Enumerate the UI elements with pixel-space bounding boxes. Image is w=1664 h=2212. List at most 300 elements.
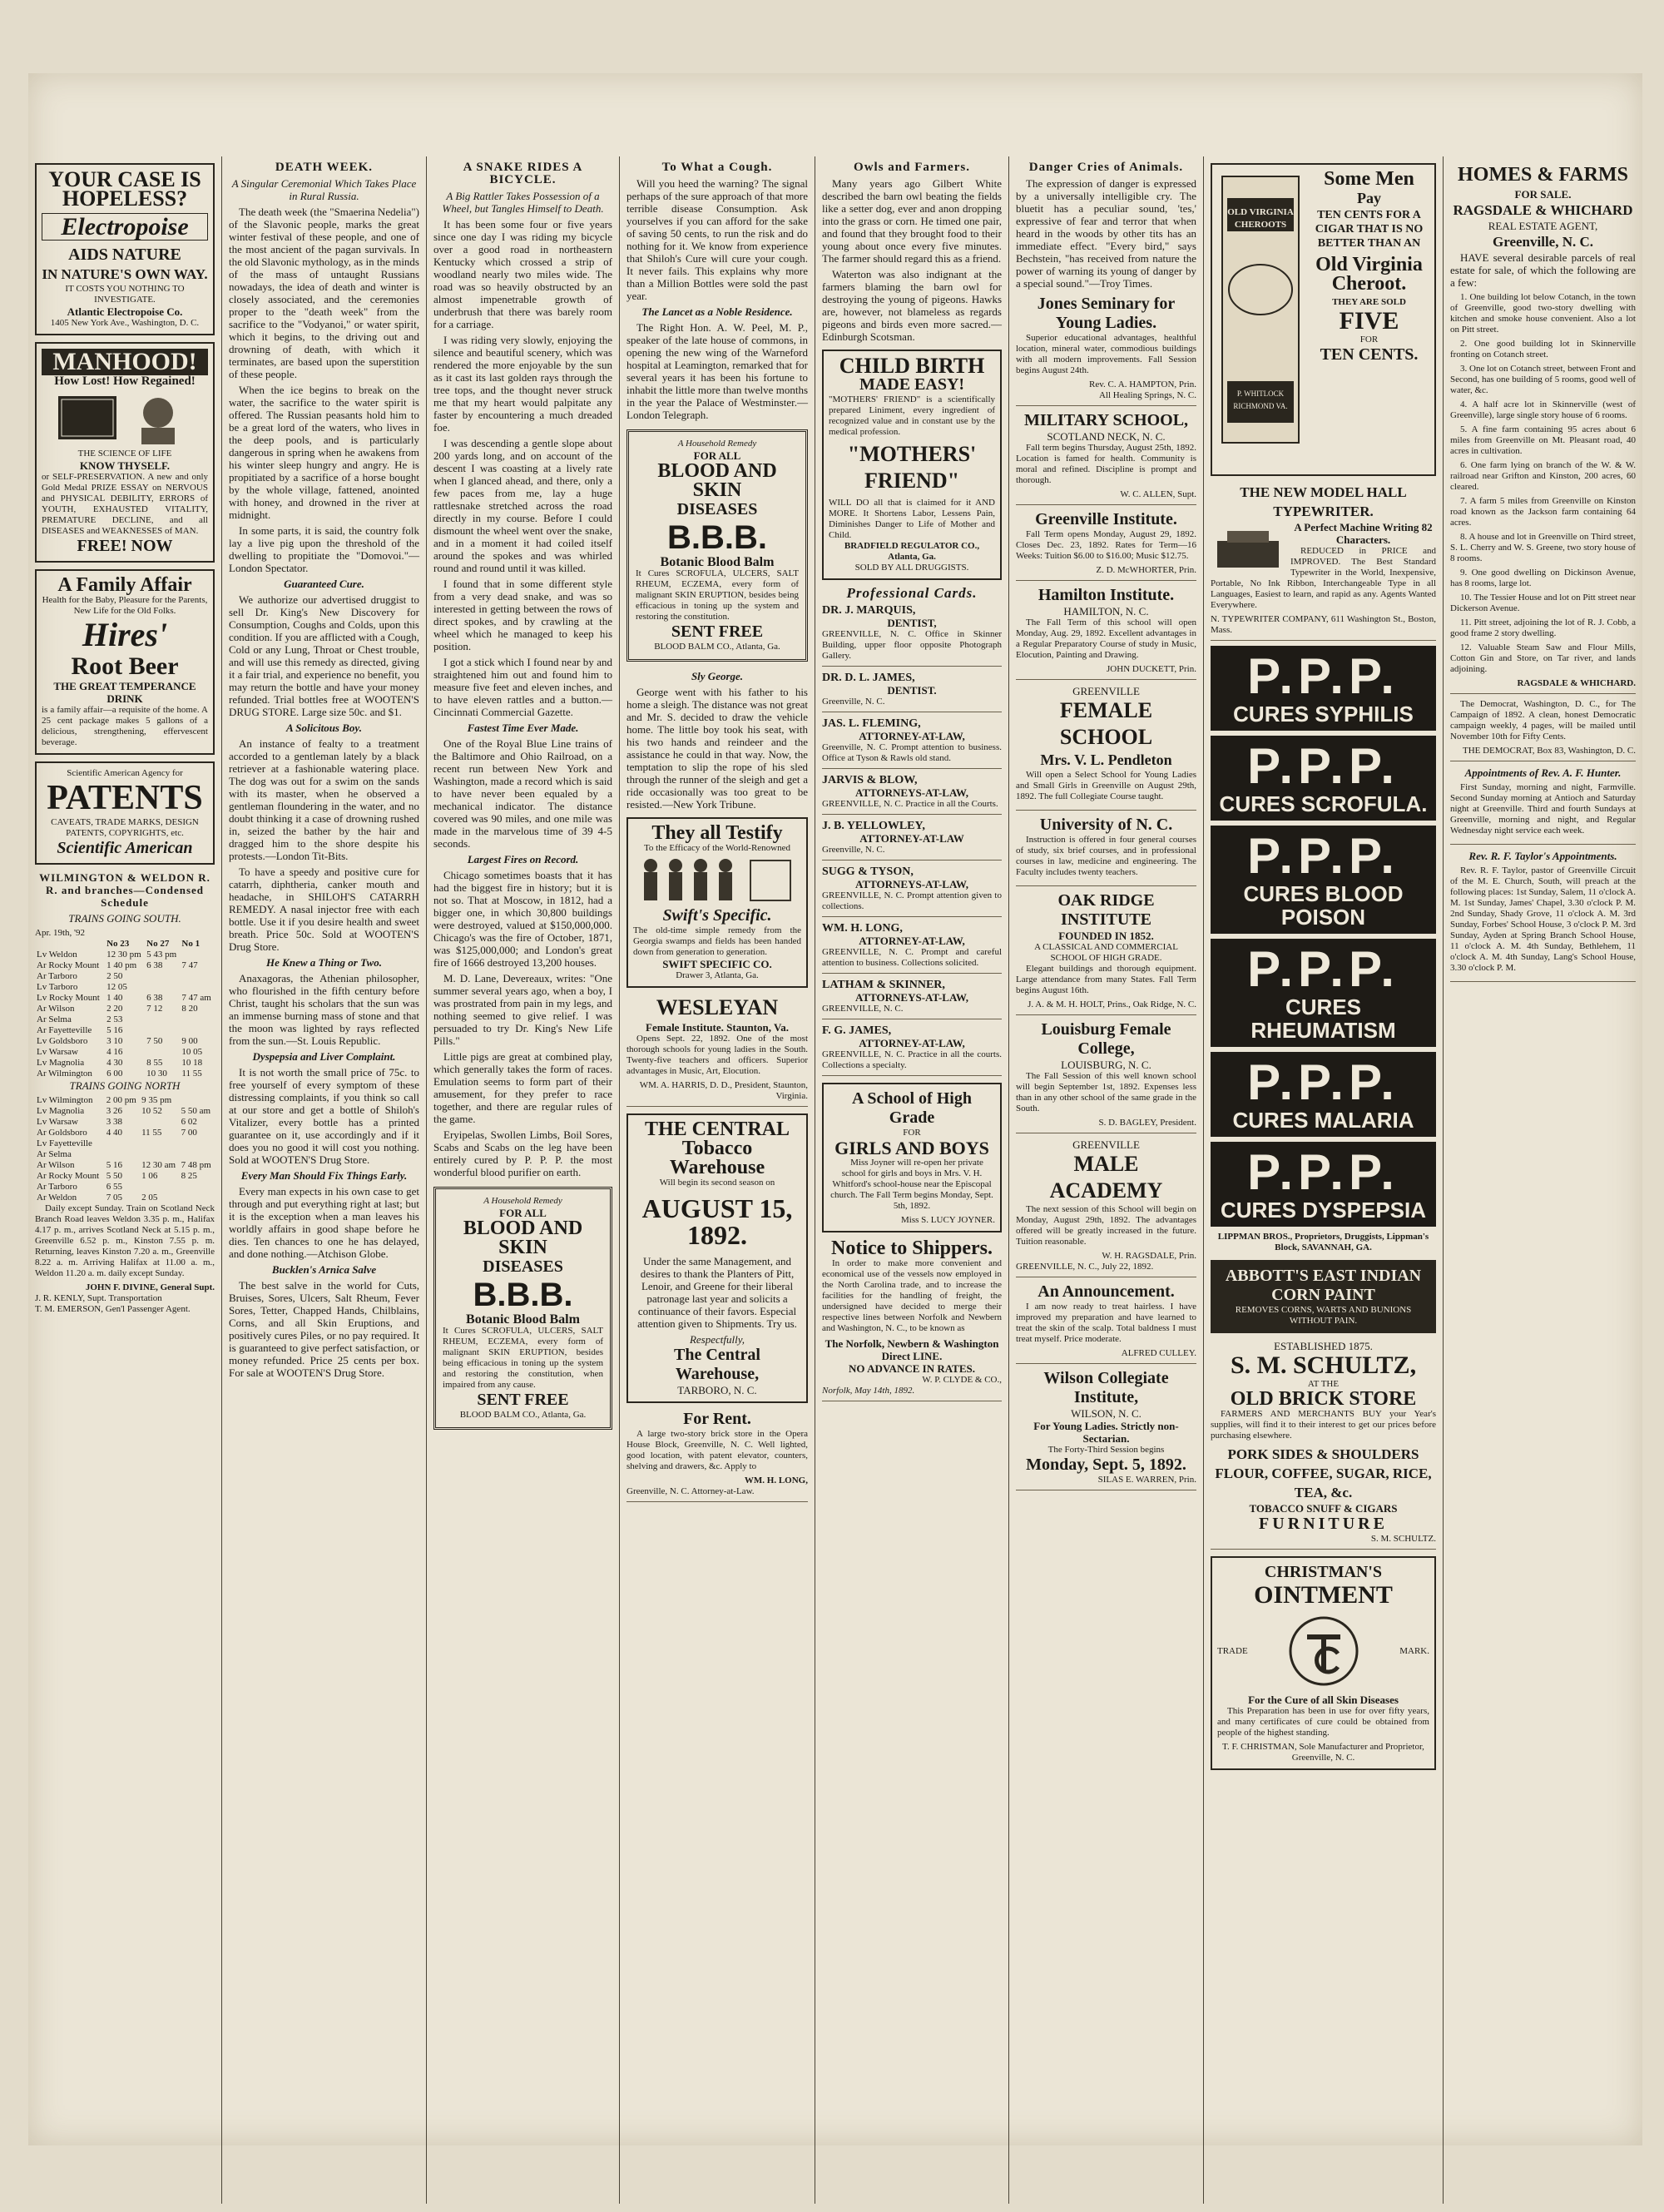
column-5	[815, 156, 1008, 2212]
professional-card	[822, 717, 1002, 769]
schedule-time: 8 55	[146, 1058, 163, 1068]
ad-headline: ABBOTT'S EAST INDIAN CORN PAINT	[1225, 1267, 1422, 1304]
company-name: SWIFT SPECIFIC CO.	[662, 958, 772, 970]
patents-ad	[35, 761, 215, 865]
crowd-illustration	[634, 854, 800, 904]
schedule-time: 8 25	[181, 1171, 197, 1181]
company-name: BRADFIELD REGULATOR CO., Atlanta, Ga.	[844, 541, 980, 562]
signature: ALFRED CULLEY.	[1121, 1348, 1196, 1358]
ad-text: THEY ARE SOLD	[1332, 297, 1406, 307]
ad-subhead: Female Institute. Staunton, Va.	[646, 1021, 789, 1034]
column-1	[28, 156, 221, 2212]
article-headline: Dyspepsia and Liver Complaint.	[252, 1050, 396, 1063]
schedule-row	[35, 1117, 215, 1128]
schedule-time	[140, 1149, 180, 1160]
article-headline: Sly George.	[691, 670, 744, 682]
ad-headline: CHRISTMAN'S	[1264, 1563, 1383, 1581]
hamilton-institute-ad	[1016, 586, 1196, 680]
signature: Z. D. McWHORTER, Prin.	[1096, 565, 1196, 575]
schedule-station: Ar Goldsboro	[37, 1128, 87, 1138]
abbott-corn-ad	[1211, 1260, 1436, 1333]
signature: S. D. BAGLEY, President.	[1098, 1118, 1196, 1128]
ad-text: FOR ALL	[499, 1207, 547, 1219]
ad-text: The old-time simple remedy from the Georgia swamps and fields has been handed down from generation to generation.	[633, 925, 801, 957]
ad-text: Miss Joyner will re-open her private school for girls and boys in Mrs. V. H. Whitford's school-house near the Episcopal church. The Fall Term begins Monday, Sept. 5th, 1892.	[830, 1158, 993, 1211]
property-item: 8. A house and lot in Greenville on Third street, S. L. Cherry and W. S. Greene, two story house of 8 rooms.	[1450, 532, 1636, 563]
card-detail: Greenville, N. C. Prompt attention to business. Office at Tyson & Rawls old stand.	[822, 742, 1002, 763]
schedule-notes: Daily except Sunday. Train on Scotland Neck Branch Road leaves Weldon 3.35 p. m., Halifax 4.17 p. m., arrives Scotland Neck at 5.15 p. m., Greenville 6.52 p. m., Kinston 7.55 p. m. Returning, leaves Kinston 7.20 a. m., Greenville 8.22 a. m. Arriving Halifax at 11.00 a. m., Weldon 11.20 a. m. daily except Sunday.	[35, 1203, 215, 1278]
mothers-friend-ad	[822, 350, 1002, 580]
schedule-row	[35, 993, 215, 1004]
schedule-time	[145, 1014, 180, 1025]
ad-headline: CHILD BIRTH	[839, 354, 985, 378]
schedule-time	[105, 1138, 140, 1149]
ad-text: The Fall Session of this well known school will begin September 1st, 1892. Expenses less than in any other school of the same grade in the South.	[1016, 1071, 1196, 1113]
company-name: Atlantic Electropoise Co.	[67, 305, 183, 318]
schedule-time: 5 16	[106, 1025, 123, 1035]
schedule-time: 6 55	[106, 1182, 122, 1192]
card-detail: GREENVILLE, N. C. Practice in all the courts. Collections a specialty.	[822, 1049, 1002, 1070]
greenville-institute-ad	[1016, 510, 1196, 581]
schedule-time: 3 10	[106, 1036, 123, 1046]
ad-headline: Wilson Collegiate Institute,	[1043, 1369, 1169, 1406]
schedule-time: 9 00	[181, 1036, 198, 1046]
schedule-time: 12 30 am	[141, 1160, 176, 1170]
ad-text: WILL DO all that is claimed for it AND MORE. It Shortens Labor, Lessens Pain, Diminishes Danger to Life of Mother and Child.	[829, 498, 995, 540]
schedule-row	[35, 1004, 215, 1014]
ad-subhead: NO ADVANCE IN RATES.	[849, 1362, 975, 1375]
ad-text: It Cures SCROFULA, ULCERS, SALT RHEUM, ECZEMA, every form of malignant SKIN ERUPTION, besides being efficacious in toning up the system and restoring the constitution, when impaired from any cause.	[443, 1326, 603, 1390]
brand-name: Cheroot.	[1331, 273, 1407, 295]
schedule-time: 2 53	[106, 1014, 123, 1024]
article-paragraph: Waterton was also indignant at the farmers blaming the barn owl for destroying the young of pigeons. Hawks are, however, not blameless as regards pigeons and birds even more sacred.—Edinburgh Scotsman.	[822, 268, 1002, 343]
female-school-ad	[1016, 685, 1196, 811]
card-role: ATTORNEY-AT-LAW,	[859, 1037, 965, 1049]
property-item: 9. One good dwelling on Dickinson Avenue, has 8 rooms, large lot.	[1450, 568, 1636, 588]
schedule-row	[35, 1095, 215, 1106]
signature: S. M. SCHULTZ.	[1370, 1534, 1436, 1544]
signature: SILAS E. WARREN, Prin.	[1097, 1475, 1196, 1485]
bbb-ad	[433, 1187, 612, 1430]
schedule-header-cell: No 23	[106, 939, 130, 949]
signature: THE DEMOCRAT, Box 83, Washington, D. C.	[1462, 746, 1636, 756]
male-academy-ad	[1016, 1138, 1196, 1277]
oak-ridge-ad	[1016, 891, 1196, 1015]
newspaper-page	[28, 73, 1642, 2145]
schedule-station: Ar Wilmington	[37, 1069, 92, 1079]
ad-text: FOR	[1359, 335, 1379, 345]
card-name: LATHAM & SKINNER,	[822, 979, 945, 991]
article-headline: Fastest Time Ever Made.	[467, 722, 579, 734]
schedule-time: 3 38	[106, 1117, 122, 1127]
ad-headline: For Rent.	[683, 1410, 751, 1428]
product-name: Botanic Blood Balm	[660, 555, 775, 569]
ad-text: The next session of this School will begin on Monday, August 29th, 1892. The advantages offered will be greatly increased in the future. Tuition reasonable.	[1016, 1204, 1196, 1247]
company-address: 1405 New York Ave., Washington, D. C.	[50, 318, 200, 328]
company-name: BLOOD BALM CO., Atlanta, Ga.	[654, 642, 780, 652]
university-ad	[1016, 816, 1196, 886]
schedule-time	[140, 1117, 180, 1128]
ad-text: I am now ready to treat hairless. I have improved my preparation and have learned to treat the skin of the scalp. Total baldness I must treat myself. Price moderate.	[1016, 1302, 1196, 1344]
schedule-row	[35, 1025, 215, 1036]
schedule-time	[180, 1025, 215, 1036]
ad-subhead: GREENVILLE	[1072, 1138, 1140, 1151]
article-paragraph: In some parts, it is said, the country folk lay a live pig upon the threshold of the dwelling to propitiate the "Domovoi."—London Spectator.	[229, 524, 419, 574]
signature: The Central Warehouse,	[674, 1346, 760, 1383]
article-paragraph: George went with his father to his home a sleigh. The distance was not great and Mr. S. decided to draw the vehicle home. The little boy took his seat, with his two hands and reindeer and the assistance he could in that way. Now, the temptation to slip the rope of his sled through the runner of the sleigh and get a ride occasionally was too great to be resisted.—New York Tribune.	[626, 686, 808, 811]
schedule-time: 11 55	[181, 1069, 202, 1079]
ad-text: SOLD BY ALL DRUGGISTS.	[854, 563, 969, 573]
taylor-appointments	[1450, 850, 1636, 982]
article-paragraph: First Sunday, morning and night, Farmville. Second Sunday morning at Antioch and Saturday night at Greenville. Third and fourth Sundays at Greenville, morning and night, and Regular Wednesday night service each week.	[1450, 782, 1636, 836]
card-name: F. G. JAMES,	[822, 1024, 892, 1037]
card-role: DENTIST.	[887, 684, 937, 697]
schedule-title: WILMINGTON & WELDON R. R. and branches—Condensed Schedule	[39, 871, 210, 909]
schedule-row	[35, 950, 215, 960]
schedule-row	[35, 971, 215, 982]
professional-card	[822, 774, 1002, 815]
ppp-claim: CURES DYSPEPSIA	[1220, 1198, 1427, 1223]
card-name: JAS. L. FLEMING,	[822, 717, 921, 730]
hires-ad	[35, 569, 215, 755]
agent-city: Greenville, N. C.	[1492, 234, 1594, 250]
schedule-station: Ar Fayetteville	[37, 1025, 92, 1035]
schedule-row	[35, 1193, 215, 1203]
schedule-row	[35, 1047, 215, 1058]
signature: W. P. CLYDE & CO.,	[922, 1375, 1002, 1385]
trademark-label: TRADE	[1217, 1645, 1248, 1656]
schedule-time: 9 35 pm	[141, 1095, 172, 1105]
property-item: 10. The Tessier House and lot on Pitt street near Dickerson Avenue.	[1450, 593, 1636, 613]
company-address: Drawer 3, Atlanta, Ga.	[676, 970, 759, 980]
schedule-table-south	[35, 939, 215, 1079]
card-name: SUGG & TYSON,	[822, 865, 914, 878]
schedule-time: 10 18	[181, 1058, 203, 1068]
wesleyan-ad	[626, 994, 808, 1107]
card-detail: GREENVILLE, N. C. Office in Skinner Building, upper floor opposite Photograph Gallery.	[822, 629, 1002, 661]
ad-headline: THE NEW MODEL HALL TYPEWRITER.	[1240, 484, 1407, 519]
article-paragraph: We authorize our advertised druggist to sell Dr. King's New Discovery for Consumption, Coughs and Colds, upon this condition. If you are afflicted with a Cough, Cold or any Lung, Throat or Chest trouble, and will use this remedy as directed, giving it a fair trial, and experience no benefit, you may return the bottle and have your money refunded. Trial bottles free at WOOTEN'S DRUG STORE. Large size 50c. and $1.	[229, 593, 420, 718]
schedule-header-cell: No 27	[146, 939, 170, 949]
book-title: THE SCIENCE OF LIFE	[77, 449, 172, 459]
schedule-station: Ar Selma	[37, 1149, 72, 1159]
brand-name: Swift's Specific.	[662, 906, 772, 925]
ad-subhead: GREENVILLE	[1072, 685, 1140, 697]
schedule-station: Lv Tarboro	[37, 982, 78, 992]
article-headline: A SNAKE RIDES A BICYCLE.	[463, 161, 583, 186]
card-detail: GREENVILLE, N. C. Prompt and careful attention to business. Collections solicited.	[822, 947, 1002, 968]
ad-text: In order to make more convenient and economical use of the vessels now employed in the North Carolina trade, and to increase the facilities for the handling of freight, the undersigned have decided to merge their respective lines between Norfolk and Newbern and Washington, N. C., to be known as	[822, 1258, 1002, 1333]
ad-headline: BLOOD AND SKIN	[463, 1218, 583, 1258]
schedule-time: 2 05	[141, 1193, 158, 1203]
ad-subhead: For Young Ladies. Strictly non-Sectarian.	[1033, 1420, 1179, 1445]
ad-offer: SENT FREE	[477, 1391, 569, 1409]
schedule-time: 10 30	[146, 1069, 167, 1079]
ad-text: This Preparation has been in use for over fifty years, and many certificates of cure could be obtained from people of the highest standing.	[1217, 1706, 1429, 1738]
company-name: BLOOD BALM CO., Atlanta, Ga.	[459, 1410, 587, 1420]
card-detail: GREENVILLE, N. C.	[822, 1004, 904, 1014]
product-name: Root Beer	[71, 652, 179, 680]
card-detail: GREENVILLE, N. C. Prompt attention given to collections.	[822, 890, 1002, 911]
schedule-time: 8 20	[181, 1004, 198, 1014]
tobacco-warehouse-ad	[626, 1113, 808, 1403]
ad-text: The Fall Term of this school will open Monday, Aug. 29, 1892. Excellent advantages in a Regular Preparatory Course of study in Music, Elocution, Painting and Drawing.	[1016, 617, 1196, 660]
schedule-time: 10 05	[181, 1047, 203, 1057]
schedule-time: 10 52	[141, 1106, 162, 1116]
ad-headline: FEMALE SCHOOL	[1059, 698, 1153, 749]
ppp-brand: P.P.P.	[1247, 738, 1399, 794]
article-headline: Guaranteed Cure.	[284, 578, 364, 590]
wilson-institute-ad	[1016, 1369, 1196, 1490]
louisburg-ad	[1016, 1020, 1196, 1133]
ppp-ad	[1211, 1052, 1436, 1137]
opening-date: Monday, Sept. 5, 1892.	[1026, 1456, 1186, 1474]
article-headline: A Solicitous Boy.	[286, 722, 362, 734]
card-role: ATTORNEYS-AT-LAW,	[855, 786, 968, 799]
ad-headline: HOMES & FARMS	[1458, 164, 1628, 186]
schultz-store-ad	[1211, 1340, 1436, 1550]
card-name: DR. D. L. JAMES,	[822, 672, 915, 684]
schedule-time	[180, 1193, 215, 1203]
property-item: 2. One good building lot in Skinnerville fronting on Cotanch street.	[1450, 339, 1636, 360]
article-paragraph: It has been some four or five years since one day I was riding my bicycle over a good road in northeastern Kentucky which crossed a strip of woodland nearly two miles wide. The road was so heavily obstructed by an almost impenetrable growth of underbrush that there was barely room for a carriage.	[433, 218, 612, 330]
card-name: DR. J. MARQUIS,	[822, 604, 916, 617]
article-paragraph: Eryipelas, Swollen Limbs, Boil Sores, Scabs and Scabs on the leg have been entirely cured by P. P. P. the most wonderful blood purifier on earth.	[433, 1128, 612, 1178]
article-paragraph: Chicago sometimes boasts that it has had the biggest fire in history; but it is not so. That at Moscow, in 1812, had a bigger one, in which 30,800 buildings were destroyed, valued at $150,000,000. Chicago's was the fire of October, 1871, was $125,000,000; and London's great fire of 1666 destroyed 13,200 houses.	[433, 869, 612, 969]
ppp-claim: CURES SYPHILIS	[1233, 702, 1414, 727]
property-item: 4. A half acre lot in Skinnerville (west of Greenville), large single story house of 6 rooms.	[1450, 399, 1636, 420]
professional-card	[822, 820, 1002, 860]
ad-subhead: A Household Remedy	[677, 439, 757, 449]
ppp-ad	[1211, 826, 1436, 934]
signature: T. M. EMERSON, Gen'l Passenger Agent.	[35, 1304, 191, 1314]
price-amount: TEN CENTS.	[1320, 345, 1419, 364]
article-paragraph: To have a speedy and positive cure for catarrh, diphtheria, canker mouth and headache, in SHILOH'S CATARRH REMEDY. A nasal injector free with each bottle. Use it if you desire health and sweet breath. Price 50c. Sold at WOOTEN'S Drug Store.	[229, 865, 419, 953]
signature: JOHN F. DIVINE, General Supt.	[85, 1282, 215, 1292]
schedule-time: 4 16	[106, 1047, 123, 1057]
ad-headline: A School of High Grade	[852, 1089, 972, 1127]
ad-text: Respectfully,	[689, 1333, 745, 1346]
ad-subhead: For the Cure of all Skin Diseases	[1248, 1694, 1399, 1706]
article-subhead: A Big Rattler Takes Possession of a Wheel, but Tangles Himself to Death.	[442, 190, 604, 215]
ad-text: CAVEATS, TRADE MARKS, DESIGN PATENTS, COPYRIGHTS, etc.	[51, 817, 199, 838]
ppp-ad	[1211, 939, 1436, 1047]
column-6	[1009, 156, 1203, 2212]
schedule-row	[35, 1106, 215, 1117]
section-heading: Rev. R. F. Taylor's Appointments.	[1468, 850, 1617, 862]
article-paragraph: I was descending a gentle slope about 200 yards long, and on account of the descent I was coasting at a lively rate when I glanced ahead, and there, only a few paces from me, lay a huge rattlesnake stretched across the road directly in my course. Before I could dismount the wheel went over the snake, and in a moment it had coiled itself around the spokes and was whirled round and round until it was killed.	[433, 437, 612, 574]
schedule-time	[180, 1138, 215, 1149]
ppp-ad	[1211, 646, 1436, 731]
ad-subhead: Scientific American Agency for	[67, 768, 183, 778]
schedule-header-cell: No 1	[181, 939, 201, 949]
ad-headline: Greenville Institute.	[1035, 510, 1177, 528]
ad-subhead: A Perfect Machine Writing 82 Characters.	[1294, 521, 1433, 546]
schedule-station: Ar Selma	[37, 1014, 72, 1024]
schedule-time: 12 30 pm	[106, 950, 141, 960]
ad-headline: GIRLS AND BOYS	[834, 1138, 989, 1158]
schedule-row	[35, 1182, 215, 1193]
professional-card	[822, 672, 1002, 712]
ad-headline: YOUR CASE IS HOPELESS?	[48, 167, 201, 211]
article-paragraph: Many years ago Gilbert White described the barn owl beating the fields like a setter dog, ever and anon dropping into the grass or corn. He timed one pair, and found that they brought food to their young about once every five minutes. The farmer should regard this as a friend.	[822, 177, 1002, 265]
schedule-row	[35, 1014, 215, 1025]
schedule-time	[145, 971, 180, 982]
ad-headline: University of N. C.	[1039, 816, 1173, 834]
announcement-ad	[1016, 1282, 1196, 1364]
article-paragraph: The expression of danger is expressed by a universally intelligible cry. The bluetit has a peculiar sound, 'tes,' expressive of fear and terror that when heard in the woods by other tits has an immediate effect. "Every bird," says Bechstein, "has received from nature the power of warning its young of danger by a special sound."—Troy Times.	[1016, 177, 1196, 290]
ad-text: Will open a Select School for Young Ladies and Small Girls in Greenville on August 29th, 1892. The full Collegiate Course taught.	[1016, 770, 1196, 801]
article-headline: Largest Fires on Record.	[467, 853, 579, 865]
ad-text: is a family affair—a requisite of the home. A 25 cent package makes 5 gallons of a delicious, strengthening, effervescent beverage.	[42, 705, 208, 747]
ad-headline: MILITARY SCHOOL,	[1023, 411, 1189, 429]
ad-text: REDUCED in PRICE and IMPROVED. The Best Standard Typewriter in the World, Inexpensive, Portable, No Ink Ribbon, Interchangeable Type in all Languages, Easiest to learn, and rapid as any. Agents Wanted Everywhere.	[1211, 546, 1436, 610]
ad-headline: Tobacco Warehouse	[669, 1138, 765, 1178]
ad-headline: WESLEYAN	[656, 995, 779, 1019]
ad-text: Will begin its second season on	[659, 1178, 775, 1188]
ad-text: Fall term begins Thursday, August 25th, 1892. Location is famed for health. Community is moral and refined. Discipline is prompt and thorough.	[1016, 443, 1196, 485]
professional-card	[822, 922, 1002, 974]
section-heading: Appointments of Rev. A. F. Hunter.	[1464, 766, 1622, 779]
ppp-brand: P.P.P.	[1247, 648, 1399, 704]
schedule-time: 1 40	[106, 993, 123, 1003]
article-headline: He Knew a Thing or Two.	[266, 956, 382, 969]
ad-tagline: THE GREAT TEMPERANCE DRINK	[53, 680, 196, 705]
schedule-row	[35, 1149, 215, 1160]
ad-text: Under the same Management, and desires to thank the Planters of Pitt, Lenoir, and Greene for their liberal patronage last year and solicits a continuance of their favors. Especial attention given to Shipments. Try us.	[637, 1255, 797, 1330]
manhood-ad	[35, 342, 215, 563]
ppp-claim: CURES MALARIA	[1232, 1108, 1414, 1133]
schedule-time: 4 40	[106, 1128, 122, 1138]
schedule-time: 5 16	[106, 1160, 122, 1170]
ppp-claim: CURES SCROFULA.	[1219, 791, 1428, 816]
article-paragraph: It is not worth the small price of 75c. to free yourself of every symptom of these distressing complaints, if you think so call at our store and get a bottle of Shiloh's Vitalizer, every bottle has a printed guarantee on it, use accordingly and if it does you no good it will cost you nothing. Sold at WOOTEN'S Drug Store.	[229, 1066, 419, 1166]
schedule-time: 2 50	[106, 971, 123, 981]
schedule-row	[35, 1160, 215, 1171]
ad-subhead: LOUISBURG, N. C.	[1061, 1059, 1151, 1071]
schedule-station: Ar Wilson	[37, 1004, 75, 1014]
schedule-station: Ar Rocky Mount	[37, 1171, 100, 1181]
ad-subhead: A CLASSICAL AND COMMERCIAL SCHOOL OF HIGH GRADE.	[1034, 942, 1178, 963]
ad-offer: SENT FREE	[671, 622, 764, 641]
schedule-station: Lv Warsaw	[37, 1047, 78, 1057]
schedule-row	[35, 1058, 215, 1069]
ad-text: Superior educational advantages, healthful location, mineral water, commodious buildings with all modern improvements. Fall Session begins August 24th.	[1016, 333, 1196, 375]
professional-card	[822, 1024, 1002, 1076]
article-paragraph: When the ice begins to break on the water, the sacrifice to the water spirit is offered. The Russian peasants hold him to be a great lord of the waters, who lives in the deep pools, and is particularly dangerous in spring when he awakens from his winter sleep hungry and angry. He is propitiated by a sacrifice of a horse bought by the whole village, fattened, anointed with honey, and drowned in the river at midnight.	[229, 384, 419, 521]
schedule-time: 6 38	[146, 960, 163, 970]
schedule-time: 2 00 pm	[106, 1095, 136, 1105]
ppp-brand: P.P.P.	[1247, 1054, 1399, 1110]
ad-text: Instruction is offered in four general courses of study, six brief courses, and in professional courses in law, medicine and engineering. The Faculty includes twenty teachers.	[1016, 835, 1196, 877]
box-label: OLD VIRGINIA CHEROOTS	[1227, 207, 1294, 230]
column-8	[1444, 156, 1642, 2212]
schedule-section: TRAINS GOING NORTH	[69, 1079, 181, 1092]
schedule-time	[180, 1149, 215, 1160]
article-paragraph: M. D. Lane, Devereaux, writes: "One summer several years ago, when a boy, I was prostrated from pain in my legs, and nothing seemed to give relief. I was persuaded to try Dr. King's New Life Pills."	[433, 972, 612, 1047]
notice-date: Norfolk, May 14th, 1892.	[822, 1386, 915, 1396]
article-headline: The Lancet as a Noble Residence.	[641, 305, 793, 318]
ad-subhead: MADE EASY!	[859, 375, 965, 394]
ad-text: REMOVES CORNS, WARTS AND BUNIONS WITHOUT PAIN.	[1235, 1305, 1412, 1326]
signature: J. R. KENLY, Supt. Transportation	[35, 1293, 162, 1303]
schedule-time: 5 50 am	[181, 1106, 211, 1116]
article-paragraph: I was riding very slowly, enjoying the silence and beautiful scenery, which was rendered the more enjoyable by the sun as it cast its last golden rays through the tree tops, and the thought never struck me that my heart would palpitate any faster by encountering a much dreaded foe.	[433, 334, 612, 434]
ad-headline: Notice to Shippers.	[831, 1237, 993, 1259]
agent-name: RAGSDALE & WHICHARD	[1453, 202, 1633, 218]
schedule-time	[140, 1182, 180, 1193]
card-name: WM. H. LONG,	[822, 922, 903, 935]
card-role: ATTORNEYS-AT-LAW,	[855, 991, 968, 1004]
ad-headline: MALE ACADEMY	[1049, 1152, 1163, 1203]
ad-headline: Jones Seminary for Young Ladies.	[1037, 295, 1176, 332]
ad-subhead: Health for the Baby, Pleasure for the Parents, New Life for the Old Folks.	[42, 595, 208, 616]
typewriter-ad	[1211, 483, 1436, 641]
article-paragraph: I found that in some different style from a very dead snake, and was so interested in getting between the rows of direct spokes, and by crawling at the wheel which he managed to keep his position.	[433, 578, 612, 652]
goods-list: PORK SIDES & SHOULDERS FLOUR, COFFEE, SUGAR, RICE, TEA, &c.	[1215, 1446, 1432, 1500]
opening-date: AUGUST 15, 1892.	[641, 1193, 793, 1250]
ppp-brand: P.P.P.	[1247, 941, 1399, 997]
schedule-time: 5 43 pm	[146, 950, 177, 960]
article-paragraph: One of the Royal Blue Line trains of the Baltimore and Ohio Railroad, on a recent run between New York and Washington, made a record which is said to have never been equaled by a mechanical indicator. The distance covered was 90 miles, and one mile was made in the marvelous time of 39 4-5 seconds.	[433, 737, 612, 850]
ad-headline: A Family Affair	[57, 574, 192, 596]
ad-text: TEN CENTS FOR A CIGAR THAT IS NO BETTER THAN AN	[1315, 209, 1424, 250]
signature: Rev. C. A. HAMPTON, Prin.	[1089, 379, 1196, 389]
ad-text: IT COSTS YOU NOTHING TO INVESTIGATE.	[65, 284, 185, 305]
schedule-time: 7 48 pm	[181, 1160, 211, 1170]
schedule-time	[180, 982, 215, 993]
ad-subhead: HAMILTON, N. C.	[1063, 605, 1149, 617]
schedule-time: 1 40 pm	[106, 960, 137, 970]
ad-subhead: To the Efficacy of the World-Renowned	[643, 843, 791, 853]
schedule-station: Lv Goldsboro	[37, 1036, 88, 1046]
ad-text: or SELF-PRESERVATION. A new and only Gold Medal PRIZE ESSAY on NERVOUS and PHYSICAL DEBILITY, ERRORS of YOUTH, EXHAUSTED VITALITY, PREMATURE DECLINE, and all DISEASES and WEAKNESSES of MAN.	[42, 472, 208, 536]
schedule-date: Apr. 19th, '92	[35, 928, 86, 938]
ad-text: Fall Term opens Monday, August 29, 1892. Closes Dec. 23, 1892. Rates for Term—16 Weeks: Tuition $6.00 to $16.00; Music $12.75.	[1016, 529, 1196, 561]
schedule-time	[145, 1025, 180, 1036]
bbb-ad	[626, 429, 808, 662]
schedule-station: Lv Fayetteville	[37, 1138, 92, 1148]
article-headline: DEATH WEEK.	[275, 161, 374, 174]
swift-ad	[626, 817, 808, 988]
ad-headline: MANHOOD!	[42, 349, 208, 375]
ad-text: "MOTHERS' FRIEND" is a scientifically prepared Liniment, every ingredient of recognized value and in constant use by the medical profession.	[829, 394, 995, 437]
ad-subhead: A Household Remedy	[483, 1196, 562, 1206]
brand-name: B.B.B.	[667, 519, 767, 556]
schedule-row	[35, 960, 215, 971]
schedule-station: Ar Tarboro	[37, 1182, 77, 1192]
hunter-appointments	[1450, 766, 1636, 845]
article-paragraph: The death week (the "Smaerina Nedelia") of the Slavonic people, marks the great winter festival of these people, and one of the most ancient of the pagan survivals. In the old Slavonic mythology, as in the minds of the mass of untaught Russians nowadays, the idea of death and winter is closely associated, and the ceremonies proper to the "death week" from the sacrifice to the "Vodyanoi," or water spirit, which it begins, to the driving out and drowning of death, with which it terminates, are based upon the superstition of these people.	[229, 206, 419, 380]
schedule-time: 6 00	[106, 1069, 123, 1079]
ad-tagline: IN NATURE'S OWN WAY.	[42, 266, 208, 282]
article-headline: Every Man Should Fix Things Early.	[240, 1169, 408, 1182]
cheroot-ad	[1211, 163, 1436, 476]
ad-headline: Hamilton Institute.	[1038, 586, 1175, 604]
schedule-time	[180, 971, 215, 982]
schedule-time: 7 05	[106, 1193, 122, 1203]
schedule-station: Lv Magnolia	[37, 1058, 85, 1068]
card-role: ATTORNEYS-AT-LAW,	[855, 878, 968, 890]
schedule-time: 6 38	[146, 993, 163, 1003]
trademark-seal-icon	[1286, 1614, 1361, 1689]
column-7	[1204, 156, 1443, 2212]
schedule-time	[180, 1182, 215, 1193]
ad-headline: PATENTS	[47, 779, 203, 817]
ad-text: FOR	[903, 1128, 921, 1138]
article-paragraph: The Right Hon. A. W. Peel, M. P., speaker of the late house of commons, in opening the new wing of the Warneford hospital at Leamington, remarked that for several years it has been his fortune to inhabit the little more than twelve months in the year the Palace of Westminster.—London Telegraph.	[626, 321, 808, 421]
schedule-time: 12 05	[106, 982, 127, 992]
